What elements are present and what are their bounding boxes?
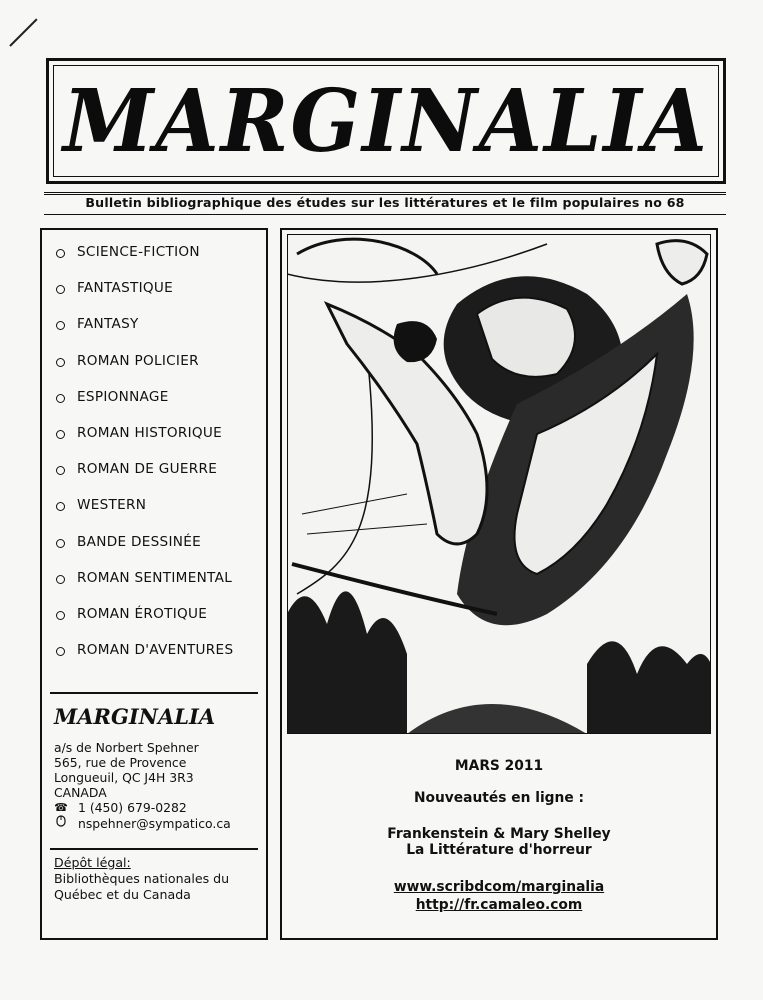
circle-bullet-icon [56, 321, 65, 330]
circle-bullet-icon [56, 430, 65, 439]
online-item: Frankenstein & Mary Shelley [387, 826, 611, 842]
circle-bullet-icon [56, 647, 65, 656]
list-item: FANTASTIQUE [56, 280, 266, 316]
address-city: Longueuil, QC J4H 3R3 [54, 770, 194, 785]
genre-list [42, 230, 266, 678]
email-row [54, 815, 231, 831]
list-item: ROMAN POLICIER [56, 353, 266, 389]
subtitle-bottom-rule [44, 214, 726, 215]
divider [50, 848, 258, 850]
address-country: CANADA [54, 785, 107, 800]
divider [50, 692, 258, 694]
left-column [40, 228, 268, 940]
masthead [46, 58, 726, 184]
list-item: ROMAN HISTORIQUE [56, 425, 266, 461]
circle-bullet-icon [56, 466, 65, 475]
circle-bullet-icon [56, 358, 65, 367]
list-item: WESTERN [56, 497, 266, 533]
legal-deposit [54, 855, 229, 903]
circle-bullet-icon [56, 249, 65, 258]
subtitle: Bulletin bibliographique des études sur les littératures et le film populaires no 68 [85, 195, 685, 210]
legal-deposit-title: Dépôt légal: [54, 855, 131, 870]
circle-bullet-icon [56, 394, 65, 403]
cover-illustration [287, 234, 711, 734]
list-item: ROMAN SENTIMENTAL [56, 570, 266, 606]
phone-row [54, 800, 231, 815]
address-care-of: a/s de Norbert Spehner [54, 740, 199, 755]
masthead-title: MARGINALIA [63, 70, 709, 172]
masthead-inner-frame [53, 65, 719, 177]
link-scribd[interactable]: www.scribdcom/marginalia [393, 879, 605, 895]
list-item: ROMAN ÉROTIQUE [56, 606, 266, 642]
list-item: ESPIONNAGE [56, 389, 266, 425]
legal-deposit-line: Québec et du Canada [54, 887, 191, 902]
circle-bullet-icon [56, 502, 65, 511]
online-heading: Nouveautés en ligne : [413, 790, 585, 806]
right-column [280, 228, 718, 940]
address-block [54, 740, 231, 831]
list-item: SCIENCE-FICTION [56, 244, 266, 280]
corner-mark [9, 18, 37, 46]
phone-number: 1 (450) 679-0282 [78, 800, 187, 815]
issue-info [282, 758, 716, 914]
legal-deposit-line: Bibliothèques nationales du [54, 871, 230, 886]
list-item: FANTASY [56, 316, 266, 352]
address-street: 565, rue de Provence [54, 755, 187, 770]
telephone-icon: ☎ [54, 801, 68, 814]
circle-bullet-icon [56, 539, 65, 548]
online-item: La Littérature d'horreur [406, 842, 592, 858]
links [282, 878, 716, 914]
circle-bullet-icon [56, 611, 65, 620]
list-item: ROMAN D'AVENTURES [56, 642, 266, 678]
list-item: BANDE DESSINÉE [56, 534, 266, 570]
circle-bullet-icon [56, 285, 65, 294]
list-item: ROMAN DE GUERRE [56, 461, 266, 497]
link-camaleo[interactable]: http://fr.camaleo.com [415, 897, 583, 913]
contact-brand: MARGINALIA [54, 704, 216, 729]
mouse-icon [54, 815, 68, 831]
issue-date: MARS 2011 [454, 758, 544, 774]
circle-bullet-icon [56, 575, 65, 584]
email-address: nspehner@sympatico.ca [78, 815, 231, 831]
